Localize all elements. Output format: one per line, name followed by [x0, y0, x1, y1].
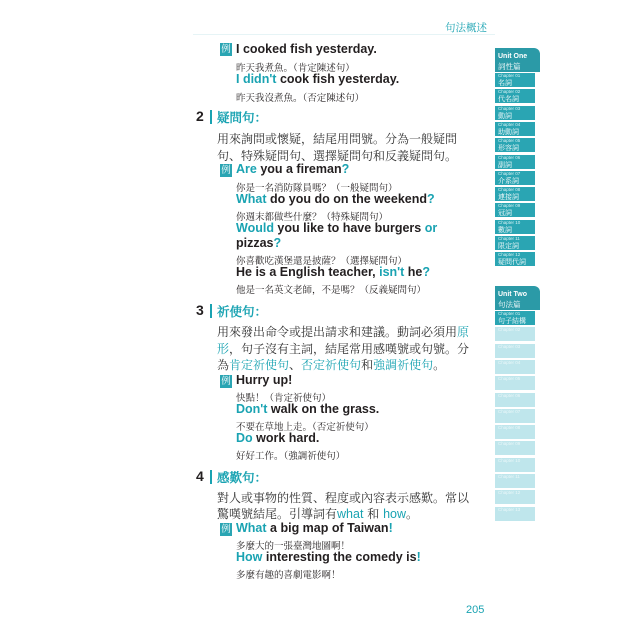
chapter-number: Chapter 09	[498, 441, 521, 447]
example-english: pizzas?	[236, 236, 282, 250]
chapter-number: Chapter 07	[498, 408, 521, 414]
section-marker	[210, 470, 212, 484]
chapter-number: Chapter 08	[498, 425, 521, 431]
example-badge: 例	[221, 165, 231, 176]
chapter-number: Chapter 11	[498, 236, 520, 241]
chapter-number: Chapter 06	[498, 392, 521, 398]
body-text: 為肯定祈使句、否定祈使句和強調祈使句。	[217, 358, 446, 372]
section-number: 4	[196, 468, 204, 484]
chapter-tab[interactable]	[495, 425, 535, 440]
body-text: 驚嘆號結尾。引導詞有what 和 how。	[217, 507, 419, 521]
example-chinese: 昨天我沒煮魚。（否定陳述句）	[236, 93, 365, 104]
chapter-name: 疑問代詞	[498, 258, 526, 267]
chapter-name: 副詞	[498, 160, 512, 169]
chapter-number: Chapter 02	[498, 89, 521, 95]
chapter-tab[interactable]	[495, 73, 535, 88]
example-english	[236, 42, 377, 56]
chapter-name: 連接詞	[498, 193, 519, 202]
example-english: Hurry up!	[236, 373, 293, 387]
chapter-name: 代名詞	[498, 95, 519, 104]
chapter-name: 助動詞	[498, 127, 519, 136]
chapter-number: Chapter 13	[498, 506, 521, 512]
chapter-number: Chapter 02	[498, 327, 521, 333]
chapter-number: Chapter 03	[498, 105, 521, 111]
chapter-number: Chapter 07	[498, 170, 521, 176]
example-chinese: 多麼大的一張臺灣地圖啊！	[236, 541, 351, 552]
chapter-name: 名詞	[498, 79, 512, 87]
chapter-number: Chapter 12	[498, 252, 521, 258]
section-number: 3	[196, 302, 204, 318]
unit-title: 詞性篇	[498, 62, 521, 71]
chapter-tab[interactable]	[495, 203, 535, 218]
body-text: 句、特殊疑問句、選擇疑問句和反義疑問句。	[217, 149, 458, 163]
example-english: Would you like to have burgers or	[236, 221, 438, 235]
chapter-tab[interactable]	[495, 327, 535, 342]
chapter-number: Chapter 10	[498, 219, 521, 225]
section-number: 2	[196, 108, 204, 124]
chapter-tab[interactable]	[495, 490, 535, 505]
example-chinese: 快點！（肯定祈使句）	[236, 393, 332, 404]
running-header: 句法概述	[445, 22, 487, 34]
chapter-number: Chapter 03	[498, 343, 521, 349]
chapter-tab[interactable]	[495, 474, 535, 489]
chapter-tab[interactable]	[495, 393, 535, 408]
chapter-number: Chapter 12	[498, 490, 521, 496]
unit-title: 句法篇	[498, 300, 521, 309]
chapter-tab[interactable]	[495, 376, 535, 391]
chapter-number: Chapter 05	[498, 376, 521, 382]
example-chinese: 昨天我煮魚。（肯定陳述句）	[236, 63, 355, 74]
example-english: Do work hard.	[236, 431, 320, 445]
unit-label: Unit Two	[498, 291, 528, 298]
chapter-tab[interactable]	[495, 311, 535, 326]
chapter-tab[interactable]	[495, 409, 535, 424]
chapter-name: 形容詞	[498, 144, 519, 153]
chapter-number: Chapter 08	[498, 187, 521, 193]
example-english: Don't walk on the grass.	[236, 402, 380, 416]
example-english-text: I cooked fish yesterday.	[236, 42, 377, 56]
unit-label: Unit One	[498, 53, 528, 60]
example-badge: 例	[221, 376, 231, 387]
chapter-number: Chapter 11	[498, 474, 520, 479]
chapter-tab[interactable]	[495, 155, 535, 170]
section-marker	[210, 110, 212, 124]
section-title: 疑問句：	[217, 110, 268, 125]
chapter-name: 數詞	[498, 225, 512, 234]
page-number: 205	[466, 604, 485, 616]
example-badge: 例	[221, 44, 231, 55]
example-english	[236, 72, 399, 86]
example-badge: 例	[221, 524, 231, 535]
chapter-tab[interactable]	[495, 171, 535, 186]
example-english: Are you a fireman?	[236, 162, 350, 176]
chapter-name: 介系詞	[498, 176, 519, 185]
unit-two-header[interactable]	[495, 286, 540, 310]
chapter-name: 限定詞	[498, 242, 519, 250]
chapter-number: Chapter 06	[498, 154, 521, 160]
chapter-number: Chapter 05	[498, 138, 521, 144]
chapter-tab[interactable]	[495, 89, 535, 104]
body-text: 對人或事物的性質、程度或內容表示感歎。常以	[217, 491, 470, 505]
unit-one-header[interactable]	[495, 48, 540, 72]
highlight-word: I didn't	[236, 72, 277, 86]
chapter-tab[interactable]	[495, 252, 535, 267]
example-chinese: 你是一名消防隊員嗎？（一般疑問句）	[236, 183, 398, 194]
chapter-tab[interactable]	[495, 441, 535, 456]
chapter-tab[interactable]	[495, 236, 535, 251]
example-chinese: 你週末都做些什麼？（特殊疑問句）	[236, 212, 389, 223]
body-text: 用來詢問或懷疑，結尾用問號。分為一般疑問	[217, 132, 458, 146]
chapter-tab[interactable]	[495, 138, 535, 153]
example-chinese: 多麼有趣的喜劇電影啊！	[236, 570, 341, 581]
section-marker	[210, 304, 212, 318]
body-text: 用來發出命令或提出請求和建議。動詞必須用原	[217, 325, 470, 339]
section-title: 感歎句：	[217, 470, 268, 485]
chapter-tab[interactable]	[495, 344, 535, 359]
chapter-tab[interactable]	[495, 122, 535, 137]
chapter-name: 句子結構	[498, 317, 526, 325]
chapter-number: Chapter 01	[498, 311, 521, 316]
chapter-tab[interactable]	[495, 507, 535, 522]
chapter-number: Chapter 10	[498, 457, 521, 463]
example-chinese: 他是一名英文老師，不是嗎？（反義疑問句）	[236, 285, 427, 296]
example-english: What a big map of Taiwan!	[236, 521, 393, 535]
chapter-name: 動詞	[498, 111, 512, 120]
example-chinese: 好好工作。（強調祈使句）	[236, 451, 346, 462]
chapter-tab[interactable]	[495, 360, 535, 375]
example-chinese: 不要在草地上走。（否定祈使句）	[236, 422, 374, 433]
chapter-tab[interactable]	[495, 187, 535, 202]
chapter-name: 冠詞	[498, 209, 512, 218]
example-chinese: 你喜歡吃漢堡還是披薩？（選擇疑問句）	[236, 256, 408, 267]
body-text: 形，句子沒有主詞，結尾常用感嘆號或句號。分	[217, 342, 470, 356]
example-english-text: cook fish yesterday.	[279, 72, 400, 86]
chapter-tab[interactable]	[495, 220, 535, 235]
chapter-number: Chapter 09	[498, 203, 521, 209]
section-title: 祈使句：	[217, 304, 268, 319]
chapter-tab[interactable]	[495, 106, 535, 121]
chapter-number: Chapter 01	[498, 73, 521, 78]
example-english: He is a English teacher, isn't he?	[236, 265, 431, 279]
example-english: What do you do on the weekend?	[236, 192, 435, 206]
chapter-tab[interactable]	[495, 458, 535, 473]
example-english: How interesting the comedy is!	[236, 550, 421, 564]
chapter-number: Chapter 04	[498, 359, 521, 365]
chapter-number: Chapter 04	[498, 121, 521, 127]
